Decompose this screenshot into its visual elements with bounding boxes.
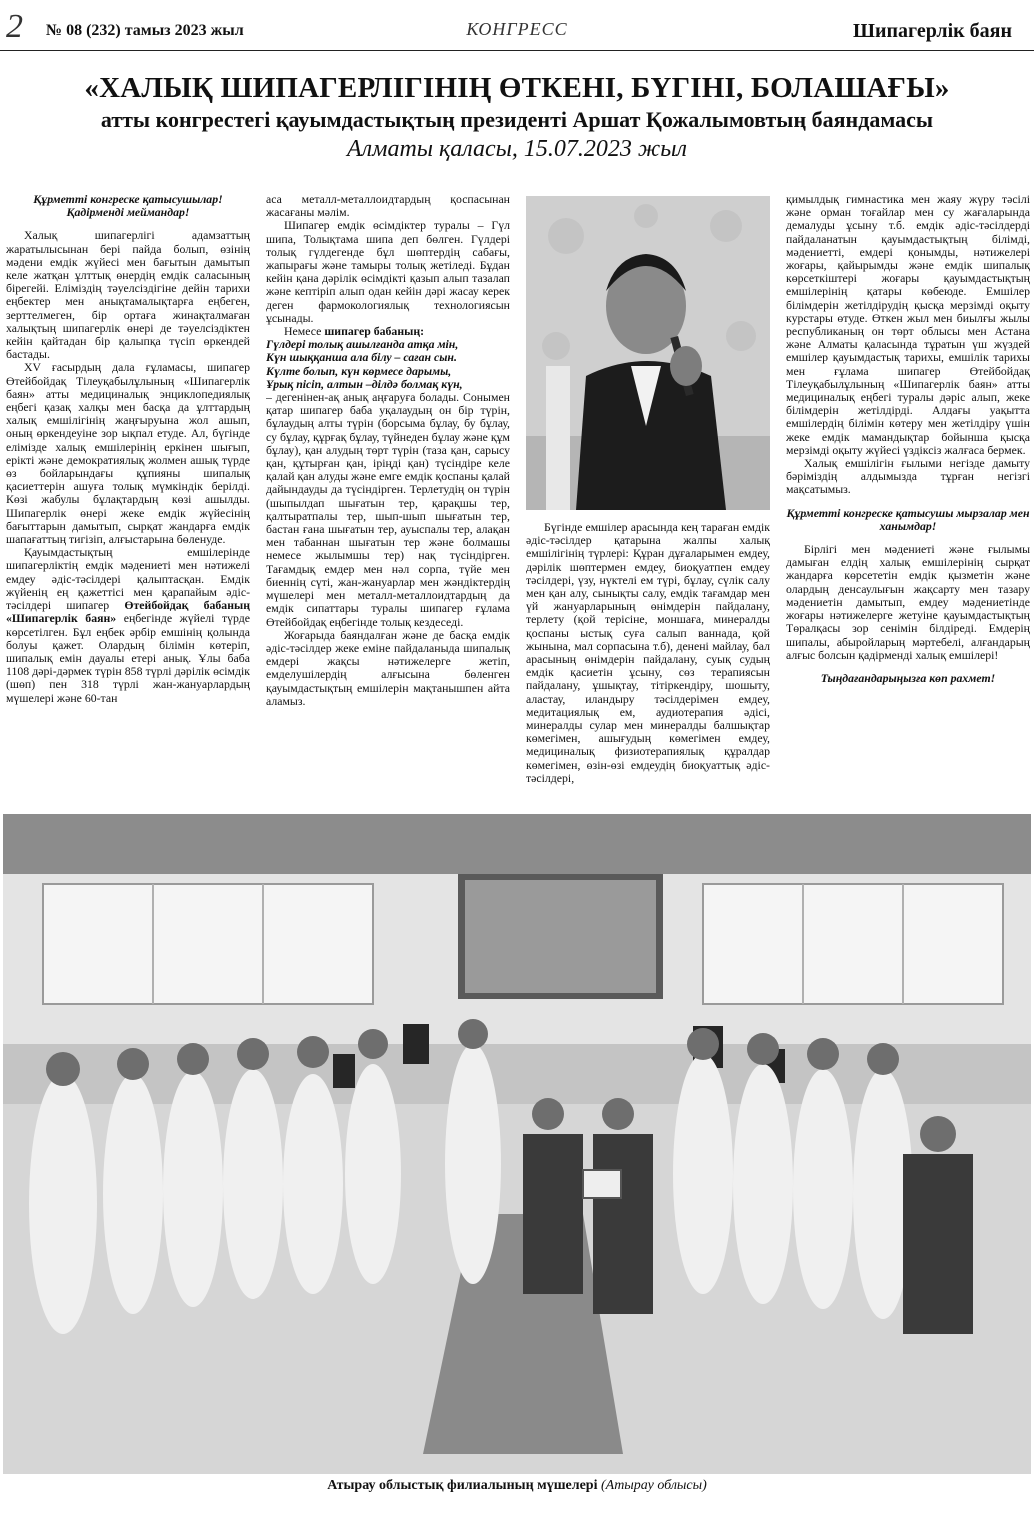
issue-info: № 08 (232) тамыз 2023 жыл: [46, 22, 244, 39]
paragraph-text: Немесе: [284, 324, 325, 339]
poem-line: Күлте болып, күн көрмесе дарымы,: [266, 363, 452, 378]
greeting: Құрметті конгреске қатысушылар! Қадірменді меймандар!: [33, 193, 223, 220]
paragraph: Шипагер емдік өсімдіктер туралы – Гүл шипа, Толықтама шипа деп бөлген. Гүлдері толық гүлдегенде бұл шөптердің сабағы, жапырағы және тамыры толық жетіледі. Бұдан кейін қана дәрілік өсімдікті қазып алып тазалап және кептіріп алып одан кейін дәрі жасау керек деген фармокологиялық технологиясын ұсынады.: [266, 218, 510, 325]
greeting: Құрметті конгреске қатысушы мырзалар мен ханымдар!: [786, 505, 1030, 533]
poem-line: Күн шыққанша ала білу – саған сын.: [266, 350, 457, 365]
paragraph: Халық емшілігін ғылыми негізде дамыту бәріміздің алдымызда тұрған негізгі мақсатымыз.: [786, 456, 1030, 497]
speaker-photo: [526, 196, 770, 510]
paragraph: Жоғарыда баяндалған және де басқа емдік әдіс-тәсілдер жеке еміне пайдаланыда шипалық емдері жақсы нәтижелерге жетіп, емделушілердің алғысына бөленген қауымдастықтың емшілерін мақтанышпен айта аламыз.: [266, 627, 510, 708]
caption-region: (Атырау облысы): [600, 1478, 707, 1493]
section-title: КОНГРЕСС: [466, 19, 568, 39]
emphasis-text: шипагер бабаның:: [324, 324, 425, 339]
article-subtitle: атты конгрестегі қауымдастықтың президенті Аршат Қожалымовтың баяндамасы: [100, 107, 934, 132]
text-column-2: [266, 193, 510, 805]
poem-line: Ұрық пісіп, алтын –ділдә болмақ күн,: [266, 376, 463, 391]
article-title: «ХАЛЫҚ ШИПАГЕРЛІГІНІҢ ӨТКЕНІ, БҮГІНІ, БОЛАШАҒЫ»: [84, 72, 950, 104]
paragraph-text: Қауымдастықтың емшілерінде шипагерліктің емдік мәдениеті мен нәтижелі емдеу әдіс-тәсілдері қалыптасқан. Емдік жүйенің ең қажеттісі мен қарапайым әдіс-тәсілдері шипагер: [6, 545, 250, 613]
page-number: 2: [6, 8, 23, 45]
paragraph: [6, 546, 250, 704]
paragraph: аса металл-металлоидтардың қоспасынан жасағаны мәлім.: [266, 193, 510, 220]
speaker-illustration: [526, 196, 770, 510]
paragraph: XV ғасырдың дала ғұламасы, шипагер Өтейбойдақ Тілеуқабылұлының «Шипагерлік баян» атты медициналық энциклопедиялық еңбегі қазақ халқы мен басқа да ұлттардың халық емшілігінің жаңғыруына жол ашып, оның өркендеуіне зор ықпал етуде. Ал, бүгінде елімізде халық емшілерінің еркінен шығып, ерікті және демократиялық жолмен ашық түрде өз бойларындағы құпияны шипалық қасиеттерін ашуға толық мүмкіндік берілді. Көзі жабулы бұлақтардың көзі ашылды. Шипагерлік өнері жеке емдік жүйесінің бағыттарын дамытып, сырқат жандарға емдік шапағаттың тигізіп, алғыстарына бөленуде.: [6, 360, 250, 547]
text-column-1: [6, 193, 250, 805]
paragraph: Халық шипагерлігі адамзаттың жаратылысынан бері пайда болып, өзінің мәдени емдік жүйесі мен бағытын дамытып келе жатқан ұлттық өнердің емдік саласының бірегейі. Еліміздің тәуелсіздігіне дейін тарихи еңбектер мен анықтамалықтарға еңбеген, зерттелмеген, бір ортаға жинақталмаған халықтың шипагерлік өнері де тәуелсіздіктен кейін қайтадан бір қалыпқа түсіп өркендей бастады.: [6, 228, 250, 362]
paragraph: Бүгінде емшілер арасында кең тараған емдік әдіс-тәсілдер қатарына жалпы халық емшілігінің түрлері: Құран дұғаларымен емдеу, дәрілік шөптермен емдеу, биоқуатпен емдеу тәсілдері, үзу, нүктелі ем түрі, бұлау, сүлік салу мен қан алу, сынықты салу, емдік тағамдар мен үй жануарларының өнімдерін пайдалану, терлету (қой терісіне, моншаға, минералды қоспаны ыстық суға салып ваннада, қой жынына, мал сорпасына т.б), денені майлау, бал арасының өнімдерін пайдалану, суық судың емдік қасиетін ұсыну, сөз терапиясын пайдалану, ұшықтау, тітіркендіру, шошыту, аластау, иландыру тәсілдерімен емдеу, медитациялық ем, аудиотерапия әдісі, минералды сулар мен минералды балшықтар көмегімен, ашығудың көмегімен емдеу, медициналық физиотерапиялық құралдар көмегімен, өзін-өзі емдеудің биоқуаттық әдіс-тәсілдері,: [526, 521, 770, 785]
text-column-4: [786, 193, 1030, 805]
newspaper-name: Шипагерлік баян: [853, 20, 1012, 42]
caption-title: Атырау облыстық филиалының мүшелері: [327, 1478, 598, 1493]
paragraph: Бірлігі мен мәдениеті және ғылымы дамыған елдің халық емшілерінің сырқат жандарға көрсететін емдік қызметін және олардың денсаулығын жақсарту мен тазару мәдениетін дамытып, емдеу мәдениетінде жоғары нәтижелерге жетуіне қауымдастықтың Төралқасы зор сенімін білдіреді. Емдерің шипалы, абыройларың мәртебелі, алғандарың алғыс болсын қадірменді халық емшілері!: [786, 542, 1030, 662]
group-photo-illustration: [3, 814, 1031, 1474]
photo-caption: [0, 1478, 1034, 1494]
page-header: [0, 8, 1034, 51]
article-dateline: Алматы қаласы, 15.07.2023 жыл: [347, 136, 687, 162]
emphasis-text: Өтейбойдақ бабаның «Шипагерлік баян»: [6, 598, 250, 626]
paragraph: қимылдық гимнастика мен жаяу жүру тәсілі және орман тоғайлар мен су жағаларында демалуды ұсыну т.б. емдік әдіс-тәсілдерді пайдаланатын қауымдастықтың білімді, мәдениетті, емдері қонымды, нәтижелері жоғары, қайырымды және емдік шипалық көрсеткіштері жоғары қауымдастықтың емшілерінің қатары көбеюде. Емшілер білімдерін жетілдірудің қысқа мерзімді оқыту курстары өтуде. Өткен жыл мен биылғы жылы республиканың он төрт облысы мен Астана және Алматы қаласында тұратын үш жүздей емшілер қауымдастық тарихы, емшілік тарихы мен ғұлама шипагер Өтейбойдақ Тілеуқабылұлының «Шипагерлік баян» атты медициналық еңбегі туралы дәріс алып, жеке білімдерін жетілдірді. Алдағы уақытта емшілердің білімін көтеру мен жетілдіру үшін жеке емдік мамандықтар бойынша қысқа мерзімді оқыту жүйесі үздіксіз жалғаса бермек.: [786, 193, 1030, 457]
closing-line: Тыңдағандарыңызға көп рахмет!: [820, 670, 996, 685]
paragraph: – дегенінен-ақ анық аңғаруға болады. Сонымен қатар шипагер баба уқалаудың он бір түрін, бұлаудың алты түрін (борсыма бұлау, бу бұлау, су бұлау, құрғақ бұлау, түйнеден бұлау және құм бұлау), қан алудың төрт түрін (таза қан, сарысу қан, құтырған қан, іріңді қан) түсіндіре келе қалай қан алуды және емге емдік қоспаны қалай дайындауды да түсіндірген. Терлетудің он түрін (шыпылдап шығатын тер, қарақшы тер, қалтыратпалы тер, шып-шып шығатын тер, бастан ғана шығатын тер, ауыспалы тер, алақан мен табаннан шығатын тер және болмашы немесе жылымшы тер) нақ түсіндірген. Тағамдық емдер мен нәл сорпа, түйе мен биеннің сүті, жан-жануарлар мен жәндіктердің мүшелері мен металл-металлоидтардың да емдік сипаттары туралы шипагер ғұлама Өтейбойдақ еңбегінде толық кездеседі.: [266, 390, 510, 629]
text-column-3: [526, 521, 770, 805]
group-photo: [3, 814, 1031, 1474]
poem-line: Гүлдері толық ашылғанда атқа мін,: [266, 337, 459, 352]
paragraph-text: еңбегінде жүйелі түрде көрсетілген. Бұл еңбек әрбір емшінің қолында болуы қажет. Олардың білімін көтеріп, шипалық емін дауалы етері анық. Ұлы баба 1108 дәрі-дәрмек түрін 858 түрлі дәрілік өсімдік (шөп) пен 318 түрлі жан-жануарлардың мүшелері және 60-тан: [6, 611, 250, 705]
